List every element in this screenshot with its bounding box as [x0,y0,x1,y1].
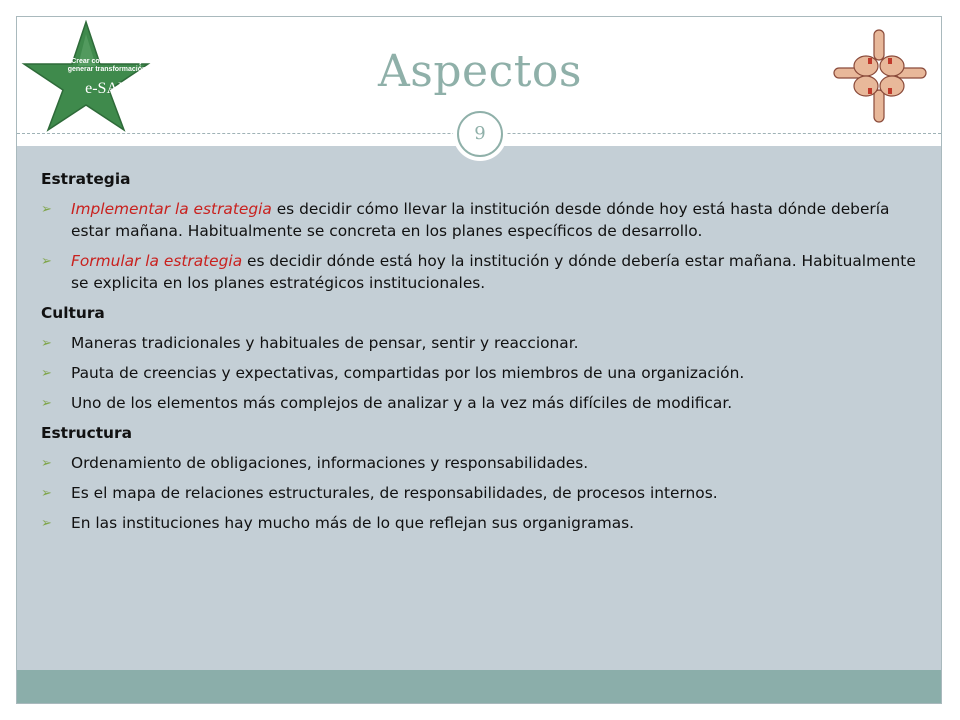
emphasis-text: Formular la estrategia [71,252,243,270]
page-number: 9 [474,123,486,144]
hands-pointing-icon [832,28,928,124]
arrow-bullet-icon: ➢ [41,486,52,501]
arrow-bullet-icon: ➢ [41,202,52,217]
emphasis-text: Implementar la estrategia [71,200,272,218]
bullet-text: Uno de los elementos más complejos de analizar y a la vez más difíciles de modificar. [71,394,733,412]
arrow-bullet-icon: ➢ [41,396,52,411]
star-logo-icon [20,20,152,132]
slide-body [41,168,921,542]
list-item [41,198,921,242]
arrow-bullet-icon: ➢ [41,336,52,351]
arrow-bullet-icon: ➢ [41,366,52,381]
list-item [41,512,921,534]
bullet-text: Es el mapa de relaciones estructurales, de responsabilidades, de procesos internos. [71,484,718,502]
arrow-bullet-icon: ➢ [41,516,52,531]
list-item [41,452,921,474]
footer-bar [17,670,941,703]
arrow-bullet-icon: ➢ [41,254,52,269]
list-item [41,362,921,384]
logo-tagline: Crear conocimiento y generar transformación [67,58,147,73]
section-heading-estrategia: Estrategia [41,170,131,188]
bullet-text: Ordenamiento de obligaciones, informaciones y responsabilidades. [71,454,589,472]
bullet-text: En las instituciones hay mucho más de lo que reflejan sus organigramas. [71,514,635,532]
list-item [41,392,921,414]
bullet-text: Maneras tradicionales y habituales de pensar, sentir y reaccionar. [71,334,579,352]
list-item [41,250,921,294]
bullet-text: es decidir dónde está hoy la institución y dónde debería estar mañana. Habitualmente se explicita en los planes estratégicos institucionales. [71,252,916,292]
slide-title: Aspectos [378,46,582,97]
list-item [41,332,921,354]
section-heading-estructura: Estructura [41,424,132,442]
list-item [41,482,921,504]
section-heading-cultura: Cultura [41,304,105,322]
arrow-bullet-icon: ➢ [41,456,52,471]
bullet-text: Pauta de creencias y expectativas, compartidas por los miembros de una organización. [71,364,745,382]
logo-name: e-SAP [85,80,127,97]
bullet-text: es decidir cómo llevar la institución desde dónde hoy está hasta dónde debería estar mañana. Habitualmente se concreta en los planes específicos de desarrollo. [71,200,890,240]
page-number-badge [457,111,503,157]
